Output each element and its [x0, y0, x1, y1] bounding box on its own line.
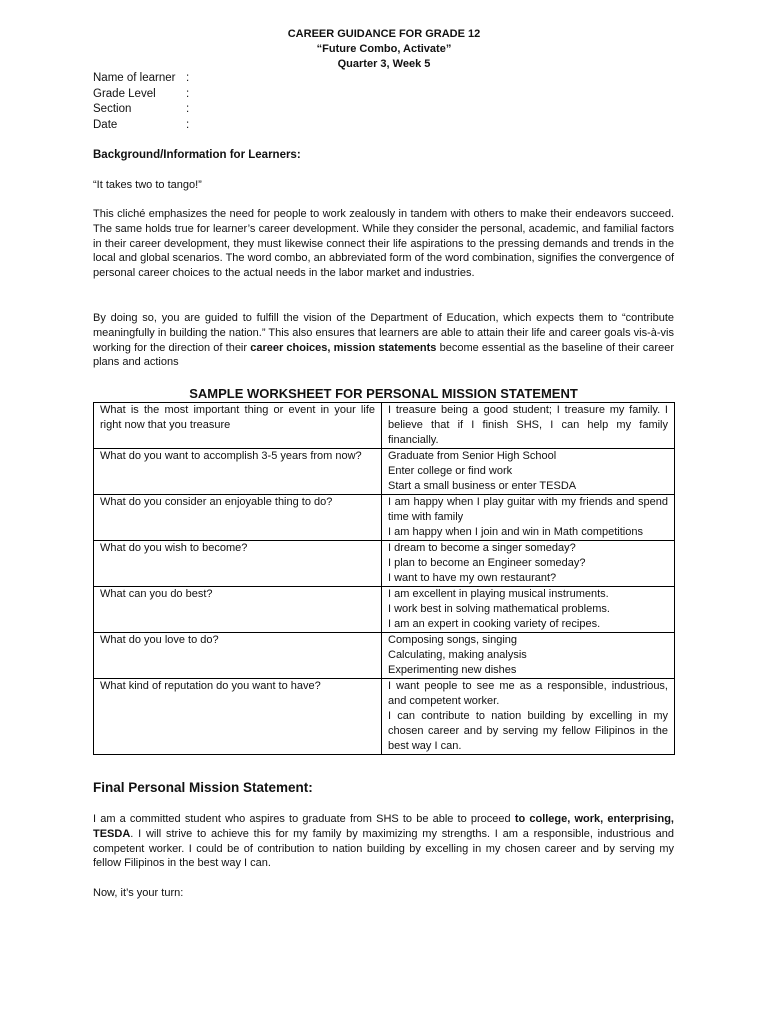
question-cell: What do you wish to become? — [94, 541, 382, 587]
document-quarter-week: Quarter 3, Week 5 — [337, 58, 431, 70]
answer-line: I am happy when I play guitar with my friends and spend time with family — [388, 496, 668, 523]
answer-cell — [382, 679, 675, 755]
table-row — [94, 495, 675, 541]
answer-line: I treasure being a good student; I treasure my family. I believe that if I finish SHS, I can help my family financially. — [388, 404, 668, 446]
your-turn-text: Now, it’s your turn: — [93, 887, 184, 899]
field-separator: : — [186, 72, 190, 84]
grade-level-field — [93, 87, 189, 103]
answer-line: Enter college or find work — [388, 465, 513, 477]
answer-line: Calculating, making analysis — [388, 649, 527, 661]
answer-line: I can contribute to nation building by excelling in my chosen career and by serving my fellow Filipinos in the best way I can. — [388, 710, 668, 752]
answer-line: I want people to see me as a responsible, industrious, and competent worker. — [388, 680, 668, 707]
answer-line: Start a small business or enter TESDA — [388, 480, 577, 492]
answer-cell — [382, 633, 675, 679]
final-statement-heading: Final Personal Mission Statement: — [93, 780, 313, 795]
answer-line: I want to have my own restaurant? — [388, 572, 557, 584]
answer-line: Experimenting new dishes — [388, 664, 517, 676]
answer-line: Composing songs, singing — [388, 634, 518, 646]
field-label: Grade Level — [93, 88, 156, 100]
table-row — [94, 679, 675, 755]
question-cell: What kind of reputation do you want to have? — [94, 679, 382, 755]
answer-line: Graduate from Senior High School — [388, 450, 557, 462]
final-statement-paragraph — [93, 812, 674, 871]
paragraph-text: By doing so, you are guided to fulfill the vision of the Department of Education, which expects them to “contribute meaningfully in building the nation.” This also ensures that learners are able to attain their life and career goals vis-à-vis working for the direction of their — [93, 312, 674, 354]
answer-line: I am an expert in cooking variety of recipes. — [388, 618, 601, 630]
answer-cell — [382, 541, 675, 587]
paragraph-bold-text: to college, work, enterprising, TESDA — [93, 813, 674, 840]
document-title: CAREER GUIDANCE FOR GRADE 12 — [287, 28, 481, 40]
table-row — [94, 541, 675, 587]
table-row — [94, 403, 675, 449]
field-separator: : — [186, 88, 190, 100]
question-cell: What is the most important thing or event in your life right now that you treasure — [94, 403, 382, 449]
background-paragraph-1: This cliché emphasizes the need for people to work zealously in tandem with others to make their endeavors succeed. The same holds true for learner’s career development. While they consider the personal, academic, and familial factors in their career development, they must likewise connect their life aspirations to the pressing demands and trends in the local and global scenarios. The word combo, an abbreviated form of the word combination, signifies the convergence of personal career choices to the actual needs in the labor market and industries. — [93, 208, 674, 280]
field-label: Date — [93, 119, 118, 131]
section-field — [93, 102, 189, 118]
background-heading: Background/Information for Learners: — [93, 149, 301, 161]
worksheet-title: SAMPLE WORKSHEET FOR PERSONAL MISSION STATEMENT — [189, 386, 578, 401]
answer-cell — [382, 495, 675, 541]
answer-cell — [382, 403, 675, 449]
document-subtitle: “Future Combo, Activate” — [316, 43, 452, 55]
answer-line: I dream to become a singer someday? — [388, 542, 576, 554]
table-row — [94, 633, 675, 679]
field-separator: : — [186, 103, 190, 115]
background-paragraph-2 — [93, 311, 674, 370]
paragraph-text: become essential as the baseline of their career plans and actions — [93, 341, 674, 369]
question-cell: What do you want to accomplish 3-5 years from now? — [94, 449, 382, 495]
date-field — [93, 118, 189, 134]
paragraph-bold-text: career choices, mission statements — [250, 341, 437, 354]
quote-text: “It takes two to tango!” — [93, 179, 202, 191]
field-label: Name of learner — [93, 72, 176, 84]
answer-cell — [382, 587, 675, 633]
answer-line: I am excellent in playing musical instruments. — [388, 588, 609, 600]
answer-line: I work best in solving mathematical problems. — [388, 603, 610, 615]
field-separator: : — [186, 119, 190, 131]
table-row — [94, 449, 675, 495]
question-cell: What can you do best? — [94, 587, 382, 633]
question-cell: What do you love to do? — [94, 633, 382, 679]
question-cell: What do you consider an enjoyable thing to do? — [94, 495, 382, 541]
answer-line: I am happy when I join and win in Math competitions — [388, 526, 643, 538]
paragraph-text: . I will strive to achieve this for my family by maximizing my strengths. I am a responsible, industrious and competent worker. I could be of contribution to nation building by excelling in my chosen career and by serving my fellow Filipinos in the best way I can. — [93, 827, 674, 870]
answer-cell — [382, 449, 675, 495]
field-label: Section — [93, 103, 132, 115]
answer-line: I plan to become an Engineer someday? — [388, 557, 586, 569]
paragraph-text: I am a committed student who aspires to graduate from SHS to be able to proceed — [93, 813, 515, 825]
worksheet-table — [93, 402, 675, 755]
name-of-learner-field — [93, 71, 189, 87]
table-row — [94, 587, 675, 633]
